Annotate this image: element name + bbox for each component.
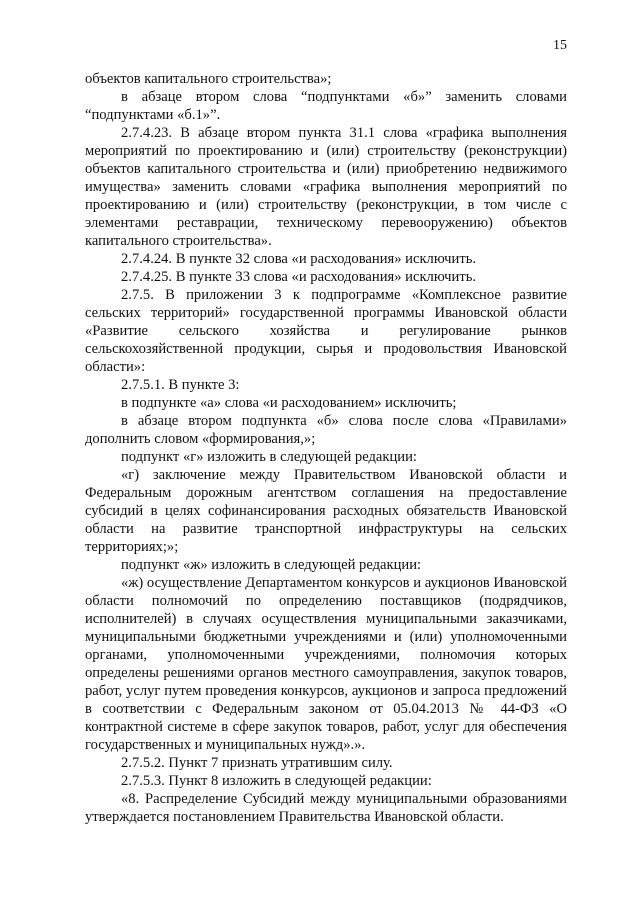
- paragraph: «г) заключение между Правительством Ивановской области и Федеральным дорожным агентством соглашения на предоставление субсидий в целях софинансирования расходных обязательств Ивановской области на развитие транспортной инфраструктуры на сельских территориях;»;: [85, 467, 567, 555]
- paragraph: в подпункте «а» слова «и расходованием» исключить;: [121, 395, 457, 411]
- document-body: [85, 70, 567, 826]
- paragraph: подпункт «ж» изложить в следующей редакции:: [121, 557, 422, 573]
- paragraph: в абзаце втором слова “подпунктами «б»” заменить словами “подпунктами «б.1»”.: [85, 89, 567, 123]
- paragraph: 2.7.4.25. В пункте 33 слова «и расходования» исключить.: [121, 269, 476, 285]
- paragraph: 2.7.5. В приложении 3 к подпрограмме «Комплексное развитие сельских территорий» государственной программы Ивановской области «Развитие сельского хозяйства и регулирование рынков сельскохозяйственной продукции, сырья и продовольствия Ивановской области»:: [85, 287, 567, 375]
- page-number: 15: [553, 38, 567, 53]
- paragraph: 2.7.5.2. Пункт 7 признать утратившим силу.: [121, 755, 393, 771]
- paragraph: «8. Распределение Субсидий между муниципальными образованиями утверждается постановлением Правительства Ивановской области.: [85, 791, 567, 825]
- paragraph: 2.7.5.3. Пункт 8 изложить в следующей редакции:: [121, 773, 432, 789]
- paragraph: 2.7.5.1. В пункте 3:: [121, 377, 240, 393]
- paragraph: 2.7.4.24. В пункте 32 слова «и расходования» исключить.: [121, 251, 476, 267]
- paragraph: «ж) осуществление Департаментом конкурсов и аукционов Ивановской области полномочий по определению поставщиков (подрядчиков, исполнителей) в случаях осуществления муниципальными заказчиками, муниципальными бюджетными учреждениями и (или) уполномоченными органами, уполномоченными учреждениями, полномочия которых определены решениями органов местного самоуправления, закупок товаров, работ, услуг путем проведения конкурсов, аукционов и запроса предложений в соответствии с Федеральным законом от 05.04.2013 № 44-ФЗ «О контрактной системе в сфере закупок товаров, работ, услуг для обеспечения государственных и муниципальных нужд».».: [85, 575, 567, 753]
- paragraph: объектов капитального строительства»;: [85, 71, 332, 87]
- paragraph: подпункт «г» изложить в следующей редакции:: [121, 449, 417, 465]
- paragraph: в абзаце втором подпункта «б» слова после слова «Правилами» дополнить словом «формирования,»;: [85, 413, 567, 447]
- paragraph: 2.7.4.23. В абзаце втором пункта 31.1 слова «графика выполнения мероприятий по проектированию и (или) строительству (реконструкции) объектов капитального строительства и (или) приобретению недвижимого имущества» заменить словами «графика выполнения мероприятий по проектированию и (или) строительству (реконструкции, в том числе с элементами реставрации, техническому перевооружению) объектов капитального строительства».: [85, 125, 567, 249]
